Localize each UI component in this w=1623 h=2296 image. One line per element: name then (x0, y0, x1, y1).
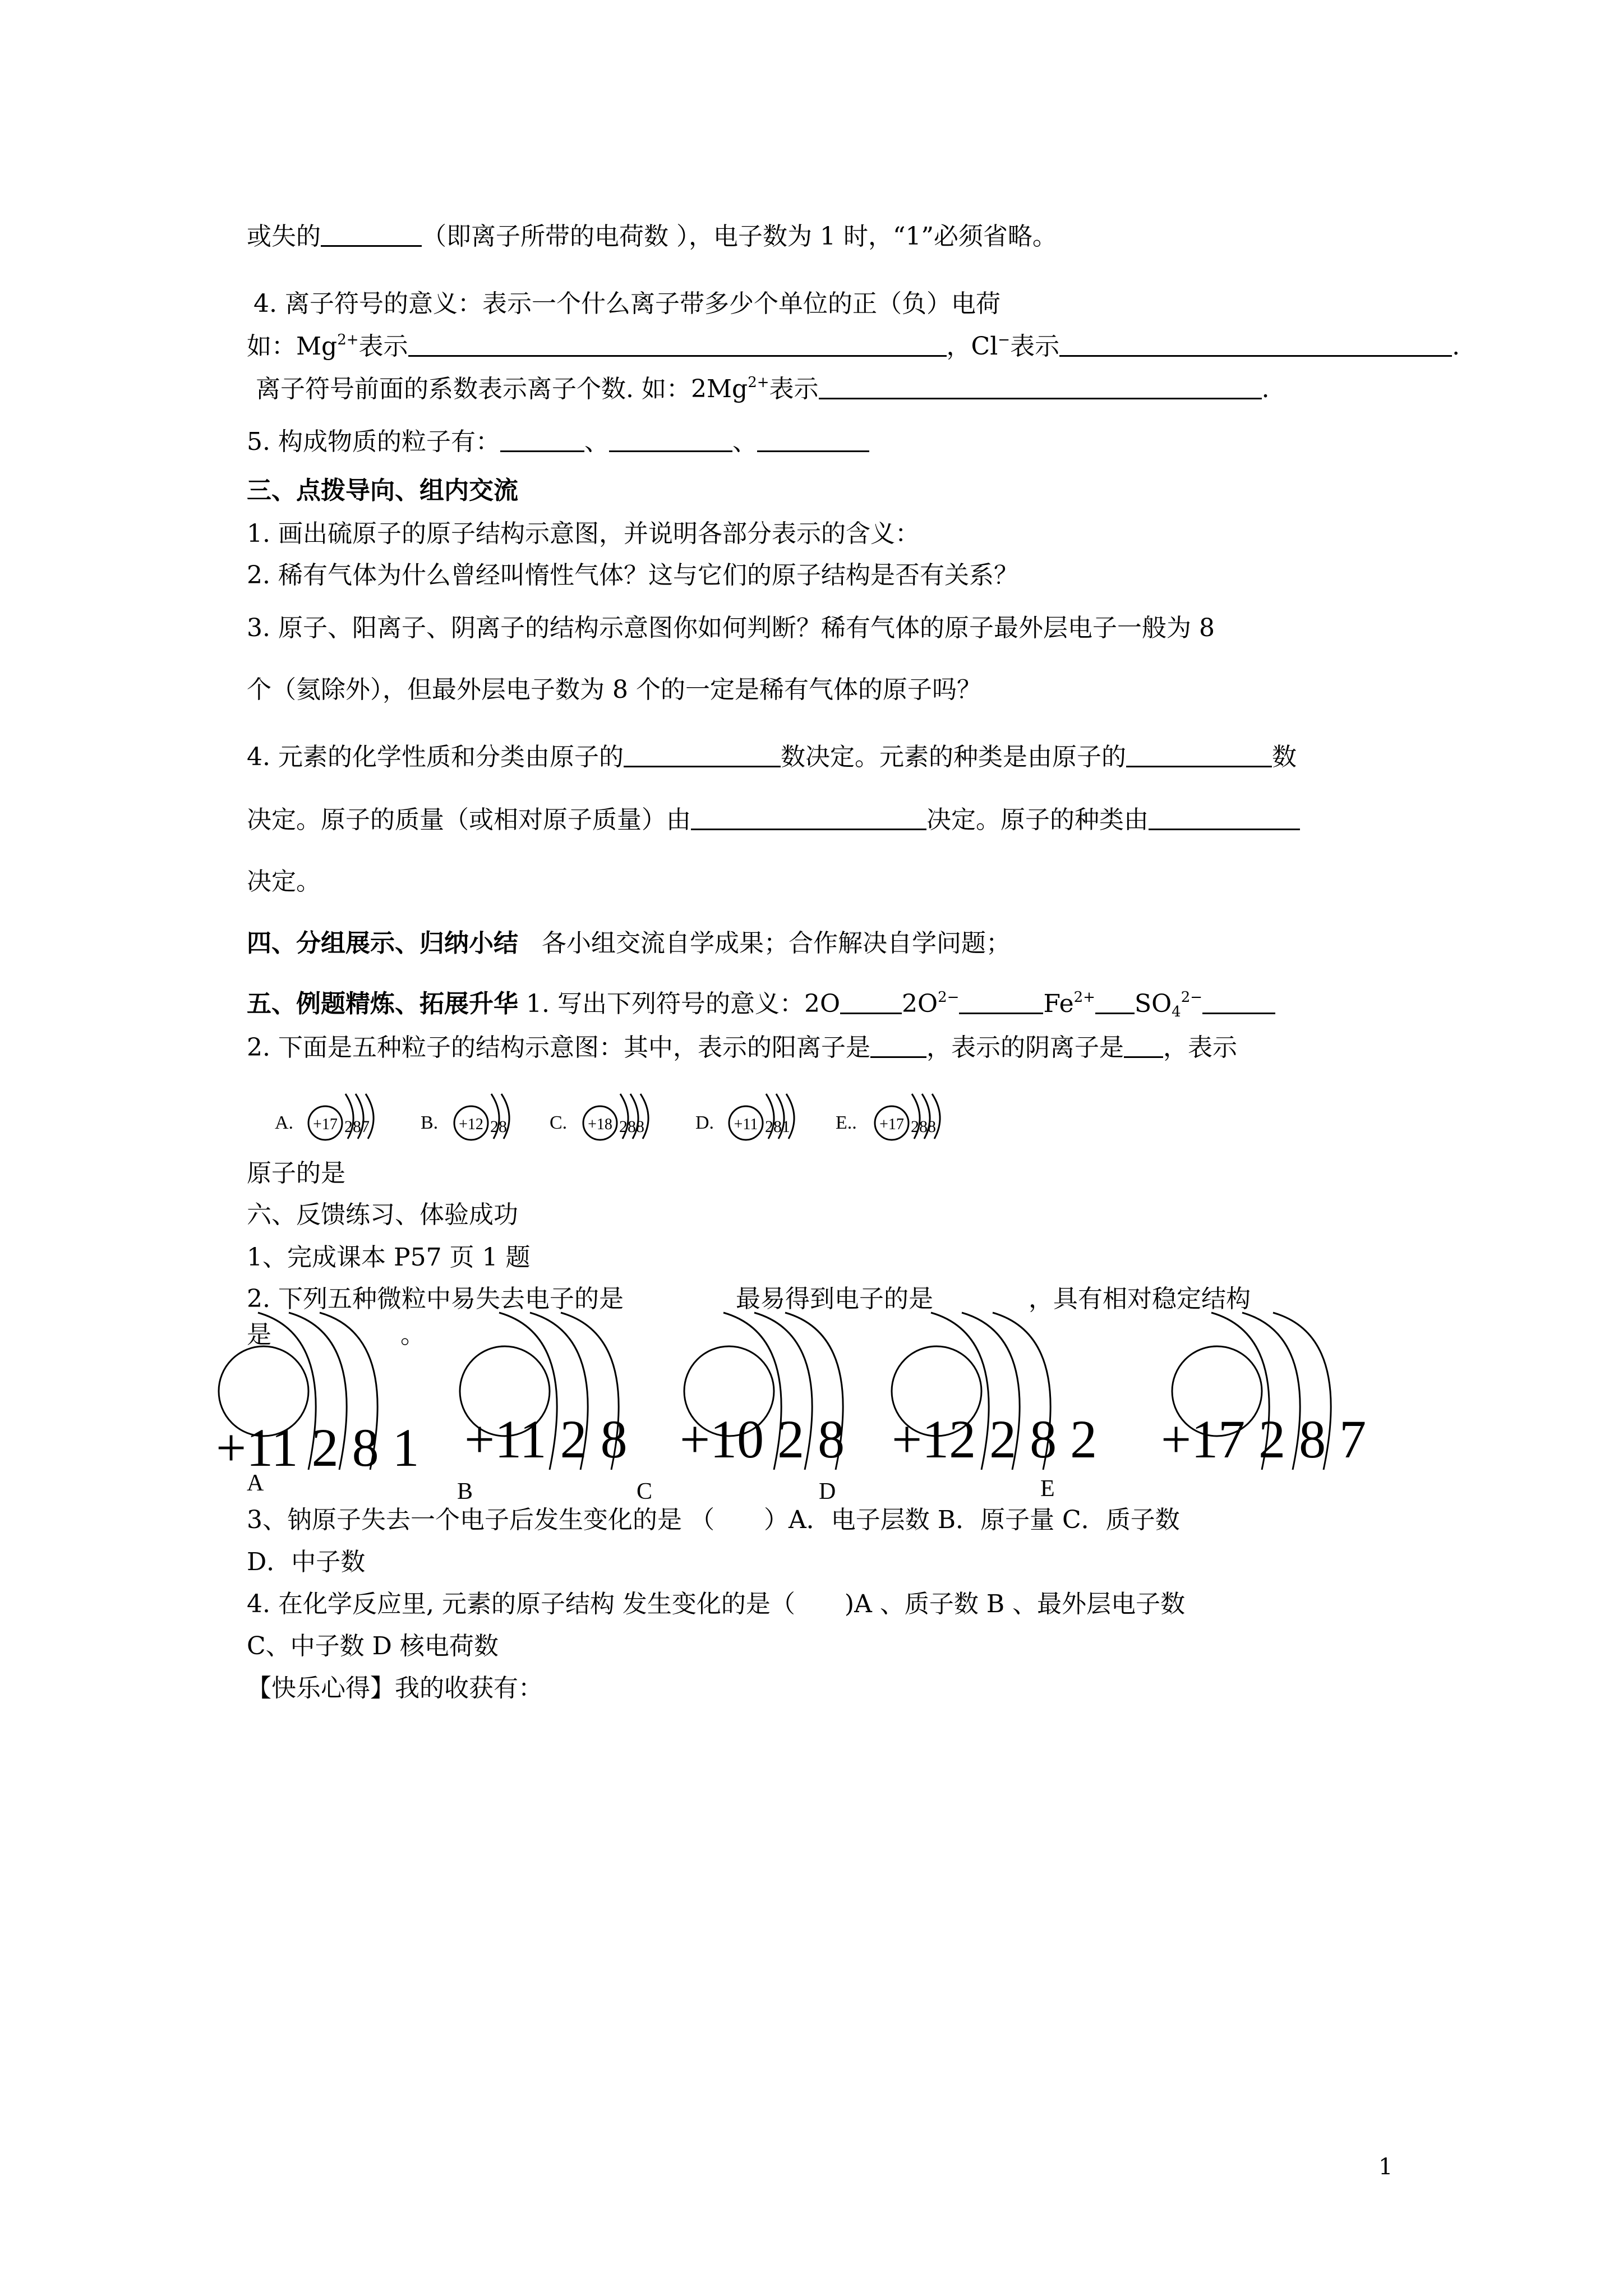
big-atom-e: +17 2 8 7 (1161, 1409, 1367, 1469)
blank[interactable] (609, 426, 732, 452)
atom-letter: D. (695, 1112, 714, 1133)
blank[interactable] (691, 804, 926, 830)
shell-electrons: 281 (765, 1117, 790, 1136)
blank[interactable] (840, 988, 902, 1014)
small-atom-e (836, 1094, 940, 1140)
blank[interactable] (408, 330, 947, 357)
big-atom-d: +12 2 8 2 (892, 1409, 1098, 1469)
feedback-4: 4. 在化学反应里, 元素的原子结构 发生变化的是（ )A 、质子数 B 、最外层电子数 (247, 1590, 1186, 1618)
blank[interactable] (1059, 330, 1452, 357)
blank[interactable] (1126, 741, 1272, 767)
small-atom-a (275, 1094, 374, 1140)
reflection: 【快乐心得】我的收获有： (247, 1674, 543, 1703)
question-4-end: 决定。 (247, 867, 321, 896)
blank[interactable] (870, 1032, 926, 1058)
big-atom-letter: A (247, 1470, 264, 1496)
problem-2: 2. 下面是五种粒子的结构示意图：其中，表示的阳离子是 ，表示的阴离子是 ，表示 (247, 1031, 1237, 1065)
atom-letter: E.. (836, 1112, 857, 1133)
atom-letter: C. (550, 1112, 568, 1133)
small-atom-diagrams (269, 1077, 998, 1167)
shell-electrons: 288 (619, 1117, 644, 1136)
blank[interactable] (1124, 1032, 1163, 1058)
blank[interactable] (624, 741, 781, 767)
shell-electrons: 28 (490, 1117, 507, 1136)
big-atom-letter: D (819, 1479, 836, 1504)
blank[interactable] (500, 426, 584, 452)
nucleus-charge: +18 (588, 1116, 612, 1133)
feedback-4-cont: C、中子数 D 核电荷数 (247, 1632, 499, 1660)
section-heading-5: 五、例题精炼、拓展升华 1. 写出下列符号的意义：2O $2O^{2-}$ $Fe^{2+}$ $SO_4^{2-}$ (247, 987, 1275, 1021)
blank[interactable] (1149, 804, 1300, 830)
atom-letter: B. (421, 1112, 439, 1133)
nucleus-charge: +11 (734, 1116, 758, 1133)
small-atom-d (695, 1094, 794, 1140)
big-atom-letter: B (457, 1479, 473, 1504)
question-2: 2. 稀有气体为什么曾经叫惰性气体？这与它们的原子结构是否有关系？ (247, 561, 1018, 590)
section-heading-6: 六、反馈练习、体验成功 (247, 1200, 518, 1229)
big-atom-c: +10 2 8 (680, 1409, 845, 1469)
big-atom-letter: C (637, 1479, 653, 1504)
question-4-cont: 决定。原子的质量（或相对原子质量）由 决定。原子的种类由 (247, 803, 1300, 837)
blank[interactable] (1095, 988, 1135, 1014)
blank[interactable] (1202, 988, 1275, 1014)
section-heading-4: 四、分组展示、归纳小结 各小组交流自学成果；合作解决自学问题； (247, 929, 1011, 958)
big-atom-diagrams (202, 1290, 1413, 1515)
question-4: 4. 元素的化学性质和分类由原子的 数决定。元素的种类是由原子的 数 (247, 740, 1297, 774)
feedback-1: 1、完成课本 P57 页 1 题 (247, 1243, 531, 1272)
line-ion-meaning: 4. 离子符号的意义：表示一个什么离子带多少个单位的正（负）电荷 (253, 289, 1000, 318)
shell-electrons: 287 (344, 1117, 370, 1136)
question-3: 3. 原子、阳离子、阴离子的结构示意图你如何判断？稀有气体的原子最外层电子一般为 8 (247, 614, 1215, 642)
feedback-2-cont: 是 。 (247, 1320, 425, 1349)
big-atom-a: +11 2 8 1 (216, 1418, 419, 1478)
nucleus-charge: +17 (313, 1116, 338, 1133)
line-example-mg: 如：$Mg^{2+}$表示 ，Cl−表示 . (247, 332, 1460, 361)
feedback-3-cont: D．中子数 (247, 1548, 366, 1576)
blank[interactable] (321, 220, 422, 247)
question-1: 1. 画出硫原子的原子结构示意图，并说明各部分表示的含义： (247, 519, 920, 548)
big-atom-b: +11 2 8 (464, 1409, 628, 1469)
question-3-cont: 个（氦除外），但最外层电子数为 8 个的一定是稀有气体的原子吗？ (247, 675, 981, 704)
shell-electrons: 288 (911, 1117, 936, 1136)
small-atom-c (550, 1094, 648, 1140)
atom-letter: A. (275, 1112, 294, 1133)
problem-2-end: 原子的是 (247, 1159, 345, 1188)
nucleus-charge: +17 (879, 1116, 904, 1133)
line-coefficient: 离子符号前面的系数表示离子个数. 如：$2Mg^{2+}$表示 . (256, 374, 1270, 403)
section-heading-3: 三、点拨导向、组内交流 (247, 476, 518, 505)
blank[interactable] (819, 373, 1262, 399)
nucleus-charge: +12 (459, 1116, 483, 1133)
line-ion-charge: 或失的 （即离子所带的电荷数 ），电子数为 1 时，“1”必须省略。 (247, 220, 1057, 254)
feedback-3: 3、钠原子失去一个电子后发生变化的是 （ ）A．电子层数 B．原子量 C．质子数 (247, 1506, 1180, 1534)
feedback-2: 2. 下列五种微粒中易失去电子的是 最易得到电子的是 ，具有相对稳定结构 (247, 1285, 1251, 1313)
blank[interactable] (959, 988, 1043, 1014)
blank[interactable] (757, 426, 869, 452)
big-atom-letter: E (1040, 1476, 1055, 1502)
line-particles: 5. 构成物质的粒子有： 、 、 (247, 425, 869, 459)
page-number: 1 (1378, 2154, 1393, 2180)
small-atom-b (421, 1094, 509, 1140)
